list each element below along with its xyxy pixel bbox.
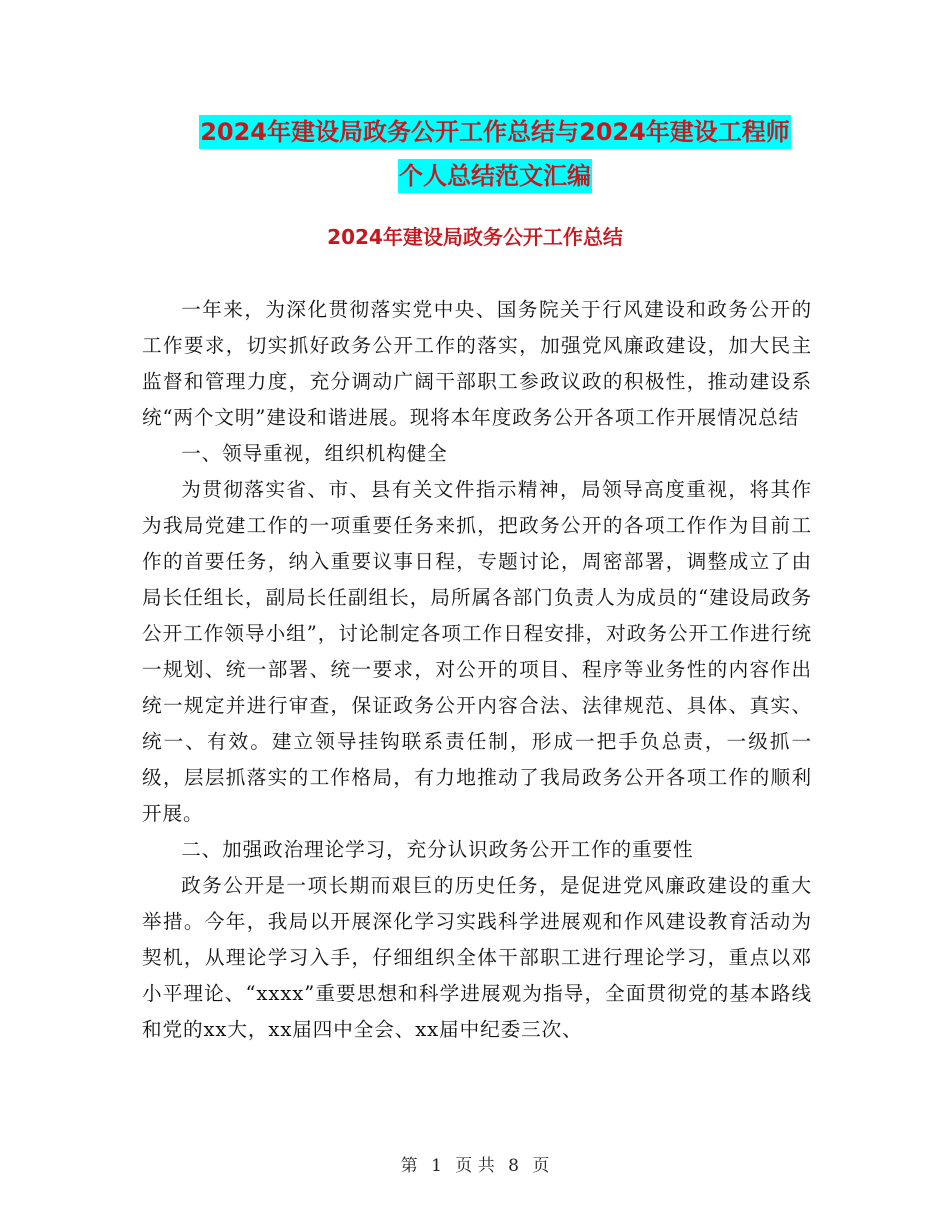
document-title-line-2 bbox=[140, 160, 850, 192]
footer-mid: 页 共 bbox=[455, 1156, 495, 1176]
footer-page-total: 8 bbox=[508, 1156, 519, 1176]
heading-leadership: 一、领导重视，组织机构健全 bbox=[181, 442, 448, 465]
paragraph-intro: 一年来，为深化贯彻落实党中央、国务院关于行风建设和政务公开的工作要求，切实抓好政务公开工作的落实，加强党风廉政建设，加大民主监督和管理力度，充分调动广阔干部职工参政议政的积极性，推动建设系统“两个文明”建设和谐进展。现将本年度政务公开各项工作开展情况总结 bbox=[142, 298, 812, 429]
page-footer bbox=[0, 1154, 950, 1178]
document-title-line-1 bbox=[140, 116, 850, 148]
paragraph-study: 政务公开是一项长期而艰巨的历史任务，是促进党风廉政建设的重大举措。今年，我局以开展深化学习实践科学进展观和作风建设教育活动为契机，从理论学习入手，仔细组织全体干部职工进行理论学习，重点以邓小平理论、“xxxx”重要思想和科学进展观为指导，全面贯彻党的基本路线和党的xx大，xx届四中全会、xx届中纪委三次、 bbox=[142, 874, 812, 1041]
heading-study: 二、加强政治理论学习，充分认识政务公开工作的重要性 bbox=[181, 838, 694, 861]
section-title: 2024年建设局政务公开工作总结 bbox=[327, 225, 623, 249]
document-body bbox=[142, 292, 812, 1048]
footer-page-number: 1 bbox=[431, 1156, 442, 1176]
paragraph-leadership: 为贯彻落实省、市、县有关文件指示精神，局领导高度重视，将其作为我局党建工作的一项重要任务来抓，把政务公开的各项工作作为目前工作的首要任务，纳入重要议事日程，专题讨论，周密部署，调整成立了由局长任组长，副局长任副组长，局所属各部门负责人为成员的“建设局政务公开工作领导小组”，讨论制定各项工作日程安排，对政务公开工作进行统一规划、统一部署、统一要求，对公开的项目、程序等业务性的内容作出统一规定并进行审查，保证政务公开内容合法、法律规范、具体、真实、统一、有效。建立领导挂钩联系责任制，形成一把手负总责，一级抓一级，层层抓落实的工作格局，有力地推动了我局政务公开各项工作的顺利开展。 bbox=[142, 478, 812, 825]
document-title-text-1: 2024年建设局政务公开工作总结与2024年建设工程师 bbox=[199, 115, 791, 149]
footer-suffix: 页 bbox=[532, 1156, 550, 1176]
footer-prefix: 第 bbox=[400, 1156, 418, 1176]
document-title-text-2: 个人总结范文汇编 bbox=[398, 159, 592, 193]
